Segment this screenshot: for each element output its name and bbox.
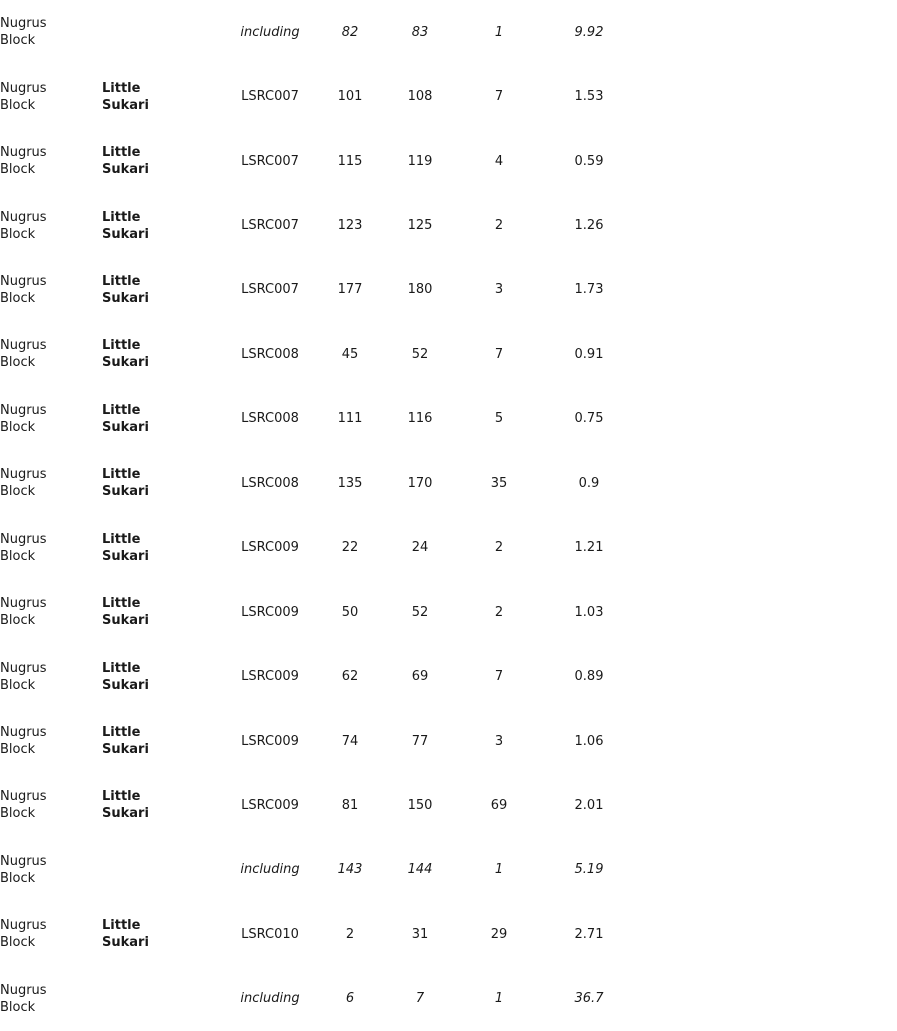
table-row [0, 0, 897, 64]
hole-id-cell: LSRC009 [241, 669, 299, 685]
from-cell: 123 [337, 218, 363, 234]
from-cell: 2 [345, 926, 355, 942]
from-cell: 135 [337, 475, 363, 491]
area-text: Nugrus Block [0, 402, 47, 435]
table-row [0, 773, 897, 837]
to-cell: 83 [411, 24, 429, 40]
area-cell [0, 838, 102, 902]
area-text: Nugrus Block [0, 982, 47, 1015]
to-cell: 108 [407, 89, 433, 105]
area-text: Nugrus Block [0, 80, 47, 113]
area-text: Nugrus Block [0, 725, 47, 758]
prospect-text: Little Sukari [102, 145, 149, 178]
hole-id-cell: including [240, 24, 300, 40]
hole-id-cell: LSRC007 [241, 89, 299, 105]
prospect-text: Little Sukari [102, 209, 149, 242]
interval-cell: 3 [494, 733, 504, 749]
interval-cell: 3 [494, 282, 504, 298]
spacer-cell [635, 902, 897, 966]
grade-cell: 9.92 [574, 24, 604, 40]
from-cell: 62 [341, 669, 359, 685]
interval-cell: 2 [494, 218, 504, 234]
interval-cell: 1 [494, 991, 504, 1007]
area-cell [0, 387, 102, 451]
hole-id-cell: LSRC008 [241, 411, 299, 427]
area-cell [0, 451, 102, 515]
table-row [0, 709, 897, 773]
area-cell [0, 644, 102, 708]
area-text: Nugrus Block [0, 145, 47, 178]
table-row [0, 451, 897, 515]
to-cell: 69 [411, 669, 429, 685]
from-cell: 45 [341, 346, 359, 362]
to-cell: 144 [407, 862, 433, 878]
grade-cell: 1.53 [574, 89, 604, 105]
spacer-cell [635, 258, 897, 322]
grade-cell: 0.75 [574, 411, 604, 427]
table-row [0, 516, 897, 580]
area-cell [0, 64, 102, 128]
spacer-cell [635, 967, 897, 1031]
prospect-cell [102, 709, 225, 773]
area-text: Nugrus Block [0, 918, 47, 951]
interval-cell: 5 [494, 411, 504, 427]
table-row [0, 387, 897, 451]
prospect-text: Little Sukari [102, 338, 149, 371]
table-row [0, 967, 897, 1031]
interval-cell: 2 [494, 540, 504, 556]
area-cell [0, 773, 102, 837]
interval-cell: 35 [490, 475, 508, 491]
prospect-cell [102, 258, 225, 322]
interval-cell: 7 [494, 89, 504, 105]
from-cell: 143 [337, 862, 363, 878]
table-row [0, 322, 897, 386]
hole-id-cell: LSRC008 [241, 346, 299, 362]
from-cell: 115 [337, 153, 363, 169]
hole-id-cell: LSRC007 [241, 153, 299, 169]
area-cell [0, 516, 102, 580]
area-text: Nugrus Block [0, 209, 47, 242]
spacer-cell [635, 709, 897, 773]
prospect-text: Little Sukari [102, 660, 149, 693]
to-cell: 116 [407, 411, 433, 427]
prospect-cell [102, 580, 225, 644]
spacer-cell [635, 773, 897, 837]
interval-cell: 4 [494, 153, 504, 169]
prospect-cell [102, 193, 225, 257]
spacer-cell [635, 451, 897, 515]
from-cell: 6 [345, 991, 355, 1007]
hole-id-cell: LSRC009 [241, 733, 299, 749]
area-text: Nugrus Block [0, 596, 47, 629]
spacer-cell [635, 193, 897, 257]
prospect-text: Little Sukari [102, 596, 149, 629]
to-cell: 170 [407, 475, 433, 491]
grade-cell: 2.01 [574, 797, 604, 813]
area-text: Nugrus Block [0, 16, 47, 49]
grade-cell: 36.7 [574, 991, 604, 1007]
area-text: Nugrus Block [0, 467, 47, 500]
interval-cell: 7 [494, 346, 504, 362]
grade-cell: 0.59 [574, 153, 604, 169]
interval-cell: 1 [494, 24, 504, 40]
to-cell: 52 [411, 604, 429, 620]
area-text: Nugrus Block [0, 853, 47, 886]
area-cell [0, 129, 102, 193]
grade-cell: 5.19 [574, 862, 604, 878]
table-row [0, 193, 897, 257]
to-cell: 125 [407, 218, 433, 234]
area-cell [0, 967, 102, 1031]
spacer-cell [635, 838, 897, 902]
prospect-cell [102, 387, 225, 451]
area-cell [0, 322, 102, 386]
hole-id-cell: including [240, 991, 300, 1007]
grade-cell: 0.91 [574, 346, 604, 362]
from-cell: 101 [337, 89, 363, 105]
prospect-cell [102, 516, 225, 580]
area-text: Nugrus Block [0, 338, 47, 371]
grade-cell: 1.06 [574, 733, 604, 749]
table-row [0, 258, 897, 322]
area-text: Nugrus Block [0, 660, 47, 693]
from-cell: 111 [337, 411, 363, 427]
hole-id-cell: including [240, 862, 300, 878]
hole-id-cell: LSRC008 [241, 475, 299, 491]
from-cell: 81 [341, 797, 359, 813]
prospect-cell [102, 0, 225, 64]
prospect-cell [102, 64, 225, 128]
prospect-cell [102, 451, 225, 515]
prospect-cell [102, 773, 225, 837]
hole-id-cell: LSRC007 [241, 282, 299, 298]
grade-cell: 1.73 [574, 282, 604, 298]
interval-cell: 2 [494, 604, 504, 620]
grade-cell: 1.21 [574, 540, 604, 556]
area-cell [0, 258, 102, 322]
hole-id-cell: LSRC007 [241, 218, 299, 234]
prospect-cell [102, 967, 225, 1031]
to-cell: 31 [411, 926, 429, 942]
prospect-cell [102, 644, 225, 708]
spacer-cell [635, 580, 897, 644]
prospect-text: Little Sukari [102, 467, 149, 500]
table-row [0, 838, 897, 902]
area-text: Nugrus Block [0, 789, 47, 822]
spacer-cell [635, 64, 897, 128]
prospect-text: Little Sukari [102, 918, 149, 951]
from-cell: 177 [337, 282, 363, 298]
hole-id-cell: LSRC009 [241, 797, 299, 813]
interval-cell: 7 [494, 669, 504, 685]
area-cell [0, 902, 102, 966]
spacer-cell [635, 129, 897, 193]
prospect-text: Little Sukari [102, 531, 149, 564]
to-cell: 150 [407, 797, 433, 813]
hole-id-cell: LSRC009 [241, 604, 299, 620]
prospect-cell [102, 322, 225, 386]
spacer-cell [635, 0, 897, 64]
from-cell: 50 [341, 604, 359, 620]
table-row [0, 902, 897, 966]
prospect-text: Little Sukari [102, 80, 149, 113]
interval-cell: 1 [494, 862, 504, 878]
area-text: Nugrus Block [0, 273, 47, 306]
table-row [0, 129, 897, 193]
area-text: Nugrus Block [0, 531, 47, 564]
prospect-cell [102, 838, 225, 902]
interval-cell: 69 [490, 797, 508, 813]
grade-cell: 2.71 [574, 926, 604, 942]
prospect-text: Little Sukari [102, 725, 149, 758]
from-cell: 82 [341, 24, 359, 40]
spacer-cell [635, 387, 897, 451]
to-cell: 52 [411, 346, 429, 362]
from-cell: 74 [341, 733, 359, 749]
to-cell: 24 [411, 540, 429, 556]
area-cell [0, 0, 102, 64]
table-row [0, 644, 897, 708]
prospect-cell [102, 129, 225, 193]
to-cell: 7 [415, 991, 425, 1007]
grade-cell: 1.26 [574, 218, 604, 234]
grade-cell: 1.03 [574, 604, 604, 620]
area-cell [0, 193, 102, 257]
from-cell: 22 [341, 540, 359, 556]
interval-cell: 29 [490, 926, 508, 942]
spacer-cell [635, 644, 897, 708]
prospect-cell [102, 902, 225, 966]
table-row [0, 64, 897, 128]
to-cell: 180 [407, 282, 433, 298]
hole-id-cell: LSRC009 [241, 540, 299, 556]
table-row [0, 580, 897, 644]
hole-id-cell: LSRC010 [241, 926, 299, 942]
spacer-cell [635, 516, 897, 580]
prospect-text: Little Sukari [102, 789, 149, 822]
to-cell: 119 [407, 153, 433, 169]
spacer-cell [635, 322, 897, 386]
prospect-text: Little Sukari [102, 273, 149, 306]
to-cell: 77 [411, 733, 429, 749]
prospect-text: Little Sukari [102, 402, 149, 435]
grade-cell: 0.9 [578, 475, 600, 491]
area-cell [0, 709, 102, 773]
grade-cell: 0.89 [574, 669, 604, 685]
area-cell [0, 580, 102, 644]
